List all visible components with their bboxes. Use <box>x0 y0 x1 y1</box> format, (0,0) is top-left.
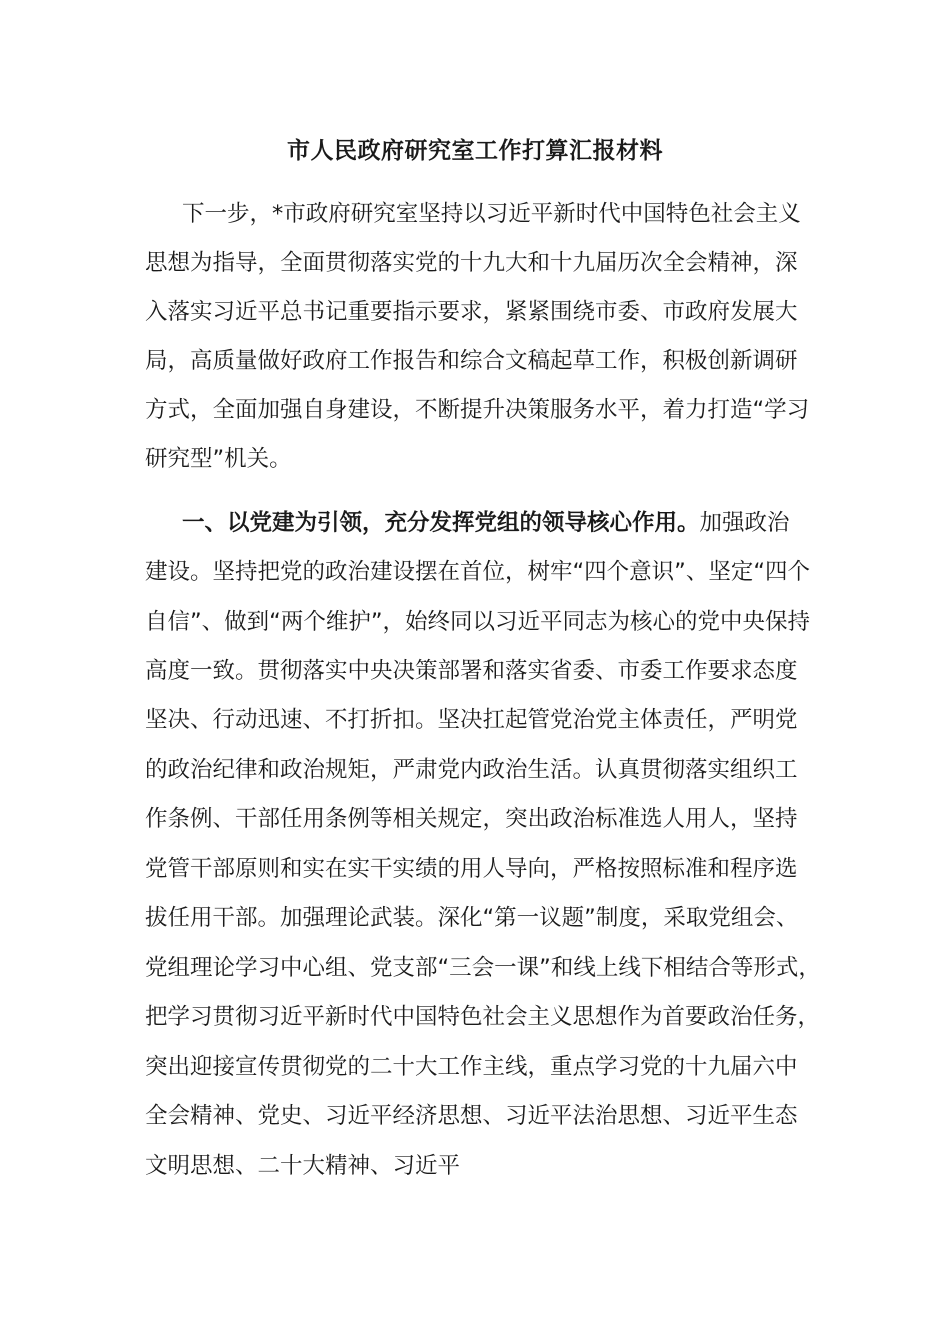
paragraph-1-line-3: 入落实习近平总书记重要指示要求，紧紧围绕市委、市政府发展大 <box>145 299 798 325</box>
paragraph-2-line-7: 作条例、干部任用条例等相关规定，突出政治标准选人用人，坚持 <box>145 806 798 832</box>
paragraph-2-line-12: 突出迎接宣传贯彻党的二十大工作主线，重点学习党的十九届六中 <box>145 1054 798 1080</box>
paragraph-2-line-4: 高度一致。贯彻落实中央决策部署和落实省委、市委工作要求态度 <box>145 658 798 684</box>
paragraph-2-line-3: 自信”、做到“两个维护”，始终同以习近平同志为核心的党中央保持 <box>145 609 810 635</box>
paragraph-2-line-5: 坚决、行动迅速、不打折扣。坚决扛起管党治党主体责任，严明党 <box>145 707 798 733</box>
paragraph-2-line-1 <box>182 507 790 539</box>
paragraph-1-line-2: 思想为指导，全面贯彻落实党的十九大和十九届历次全会精神，深 <box>145 250 798 276</box>
paragraph-2-line-14: 文明思想、二十大精神、习近平 <box>145 1153 461 1179</box>
paragraph-2-line-2: 建设。坚持把党的政治建设摆在首位，树牢“四个意识”、坚定“四个 <box>145 559 810 585</box>
paragraph-2-line-10: 党组理论学习中心组、党支部“三会一课”和线上线下相结合等形式， <box>145 955 821 981</box>
paragraph-1-line-6: 研究型”机关。 <box>145 446 292 472</box>
paragraph-2-line-11: 把学习贯彻习近平新时代中国特色社会主义思想作为首要政治任务， <box>145 1004 821 1030</box>
section-heading: 一、以党建为引领，充分发挥党组的领导核心作用。 <box>182 510 700 536</box>
paragraph-2-line-9: 拔任用干部。加强理论武装。深化“第一议题”制度，采取党组会、 <box>145 905 799 931</box>
paragraph-2-line-6: 的政治纪律和政治规矩，严肃党内政治生活。认真贯彻落实组织工 <box>145 757 798 783</box>
paragraph-2-line-8: 党管干部原则和实在实干实绩的用人导向，严格按照标准和程序选 <box>145 856 798 882</box>
paragraph-1-line-4: 局，高质量做好政府工作报告和综合文稿起草工作，积极创新调研 <box>145 348 798 374</box>
paragraph-2-line-1-rest: 加强政治 <box>699 510 790 536</box>
paragraph-1-line-5: 方式，全面加强自身建设，不断提升决策服务水平，着力打造“学习 <box>145 397 810 423</box>
document-title: 市人民政府研究室工作打算汇报材料 <box>287 138 663 164</box>
paragraph-2-line-13: 全会精神、党史、习近平经济思想、习近平法治思想、习近平生态 <box>145 1103 798 1129</box>
paragraph-1-line-1: 下一步，*市政府研究室坚持以习近平新时代中国特色社会主义 <box>182 201 801 227</box>
